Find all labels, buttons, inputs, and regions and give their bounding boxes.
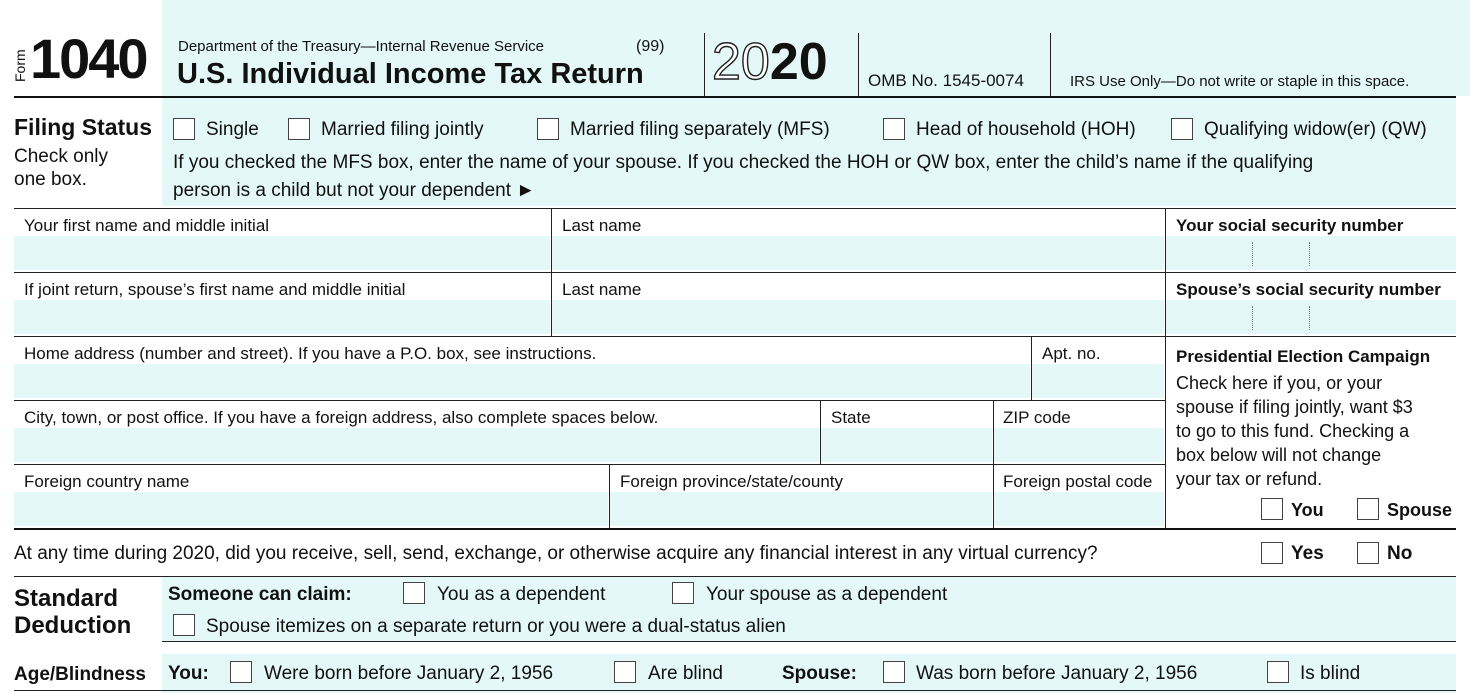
foreign-country-input[interactable] [14, 492, 608, 526]
spouse-born-before-checkbox[interactable] [883, 661, 905, 683]
foreign-country-label: Foreign country name [24, 472, 190, 491]
spouse-first-name-input[interactable] [14, 300, 550, 334]
spouse-blind-checkbox[interactable] [1267, 661, 1289, 683]
you-born-before-label: Were born before January 2, 1956 [264, 663, 554, 684]
ssn-separator-2 [1309, 242, 1310, 266]
spouse-dependent-label: Your spouse as a dependent [706, 584, 948, 605]
virtual-currency-no-checkbox[interactable] [1357, 542, 1379, 564]
spouse-ssn-separator-1 [1252, 306, 1253, 330]
filing-status-subtitle-2: one box. [14, 169, 87, 190]
spouse-itemizes-label: Spouse itemizes on a separate return or you were a dual-status alien [206, 616, 786, 637]
presidential-spouse-checkbox[interactable] [1357, 498, 1379, 520]
department-name: Department of the Treasury—Internal Revenue Service [178, 38, 545, 55]
address-row-2-rule [14, 464, 1165, 465]
single-label: Single [206, 119, 259, 140]
filing-instruction-line-2[interactable]: person is a child but not your dependent ► [173, 180, 536, 201]
married-jointly-checkbox[interactable] [288, 118, 310, 140]
you-blind-checkbox[interactable] [614, 661, 636, 683]
married-separately-checkbox[interactable] [537, 118, 559, 140]
virtual-currency-no-label: No [1387, 543, 1413, 564]
spouse-ssn-input[interactable] [1166, 300, 1456, 334]
you-dependent-checkbox[interactable] [403, 582, 425, 604]
spouse-last-name-label: Last name [562, 280, 642, 299]
zip-input[interactable] [994, 428, 1164, 462]
name-row-2-rule [14, 336, 1456, 337]
married-separately-label: Married filing separately (MFS) [570, 119, 830, 140]
spouse-last-name-input[interactable] [552, 300, 1164, 334]
standard-deduction-title-2: Deduction [14, 612, 132, 639]
address-bottom-rule [14, 528, 1456, 530]
last-name-label: Last name [562, 216, 642, 235]
presidential-title: Presidential Election Campaign [1176, 347, 1431, 366]
zip-label: ZIP code [1003, 408, 1071, 427]
home-address-input[interactable] [14, 364, 1030, 398]
tax-year [712, 32, 828, 92]
filing-instruction-line-1: If you checked the MFS box, enter the name of your spouse. If you checked the HOH or QW box, enter the child’s name if the qualifying [173, 152, 1314, 173]
age-spouse-label: Spouse: [782, 663, 857, 684]
someone-can-claim-label: Someone can claim: [168, 584, 352, 605]
last-name-input[interactable] [552, 236, 1164, 270]
you-blind-label: Are blind [648, 663, 723, 684]
city-label: City, town, or post office. If you have a foreign address, also complete spaces below. [24, 408, 659, 427]
header-divider-2 [858, 33, 859, 96]
filing-status-bottom-rule [14, 208, 1456, 209]
presidential-you-label: You [1291, 500, 1324, 520]
irs-use-only: IRS Use Only—Do not write or staple in this space. [1070, 73, 1410, 90]
foreign-province-label: Foreign province/state/county [620, 472, 844, 491]
filing-status-title: Filing Status [14, 114, 152, 140]
spouse-ssn-separator-2 [1309, 306, 1310, 330]
presidential-line-2: spouse if filing jointly, want $3 [1176, 397, 1413, 417]
name-row-1-rule [14, 272, 1456, 273]
presidential-spouse-label: Spouse [1387, 500, 1453, 520]
standard-deduction-white-gap [162, 642, 1456, 654]
form-code: (99) [636, 38, 665, 55]
city-input[interactable] [14, 428, 819, 462]
presidential-line-5: your tax or refund. [1176, 469, 1323, 489]
virtual-currency-question: At any time during 2020, did you receive, sell, send, exchange, or otherwise acquire any financial interest in any virtual currency? [14, 543, 1098, 564]
spouse-itemizes-checkbox[interactable] [173, 614, 195, 636]
tax-year-outline: 20 [712, 33, 770, 91]
header-divider-1 [704, 33, 705, 96]
standard-deduction-title-1: Standard [14, 585, 119, 612]
qualifying-widow-label: Qualifying widow(er) (QW) [1204, 119, 1427, 140]
spouse-blind-label: Is blind [1300, 663, 1361, 684]
virtual-currency-yes-label: Yes [1291, 543, 1324, 564]
you-dependent-label: You as a dependent [437, 584, 606, 605]
presidential-line-4: box below will not change [1176, 445, 1382, 465]
you-born-before-checkbox[interactable] [230, 661, 252, 683]
ssn-label: Your social security number [1176, 216, 1404, 235]
first-name-input[interactable] [14, 236, 550, 270]
spouse-born-before-label: Was born before January 2, 1956 [916, 663, 1198, 684]
apt-input[interactable] [1032, 364, 1164, 398]
age-blindness-bottom-rule [14, 690, 1456, 691]
home-address-label: Home address (number and street). If you have a P.O. box, see instructions. [24, 344, 597, 363]
age-you-label: You: [168, 663, 209, 684]
single-checkbox[interactable] [173, 118, 195, 140]
state-input[interactable] [821, 428, 992, 462]
spouse-first-name-label: If joint return, spouse’s first name and middle initial [24, 280, 406, 299]
first-name-label: Your first name and middle initial [24, 216, 270, 235]
head-of-household-checkbox[interactable] [883, 118, 905, 140]
married-jointly-label: Married filing jointly [321, 119, 484, 140]
virtual-currency-yes-checkbox[interactable] [1261, 542, 1283, 564]
state-label: State [831, 408, 871, 427]
spouse-ssn-label: Spouse’s social security number [1176, 280, 1441, 299]
form-number: 1040 [30, 27, 147, 90]
apt-label: Apt. no. [1042, 344, 1101, 363]
foreign-province-input[interactable] [610, 492, 992, 526]
tax-year-bold: 20 [769, 33, 828, 91]
presidential-you-checkbox[interactable] [1261, 498, 1283, 520]
spouse-dependent-checkbox[interactable] [672, 582, 694, 604]
head-of-household-label: Head of household (HOH) [916, 119, 1136, 140]
age-blindness-title: Age/Blindness [14, 664, 146, 685]
form-title: U.S. Individual Income Tax Return [177, 58, 644, 90]
foreign-postal-label: Foreign postal code [1003, 472, 1153, 491]
form-word: Form [12, 49, 28, 82]
presidential-line-3: to go to this fund. Checking a [1176, 421, 1410, 441]
filing-status-subtitle-1: Check only [14, 146, 108, 167]
qualifying-widow-checkbox[interactable] [1171, 118, 1193, 140]
omb-number: OMB No. 1545-0074 [868, 71, 1024, 90]
presidential-line-1: Check here if you, or your [1176, 373, 1383, 393]
ssn-separator-1 [1252, 242, 1253, 266]
foreign-postal-input[interactable] [994, 492, 1164, 526]
header-divider-3 [1050, 33, 1051, 96]
ssn-input[interactable] [1166, 236, 1456, 270]
